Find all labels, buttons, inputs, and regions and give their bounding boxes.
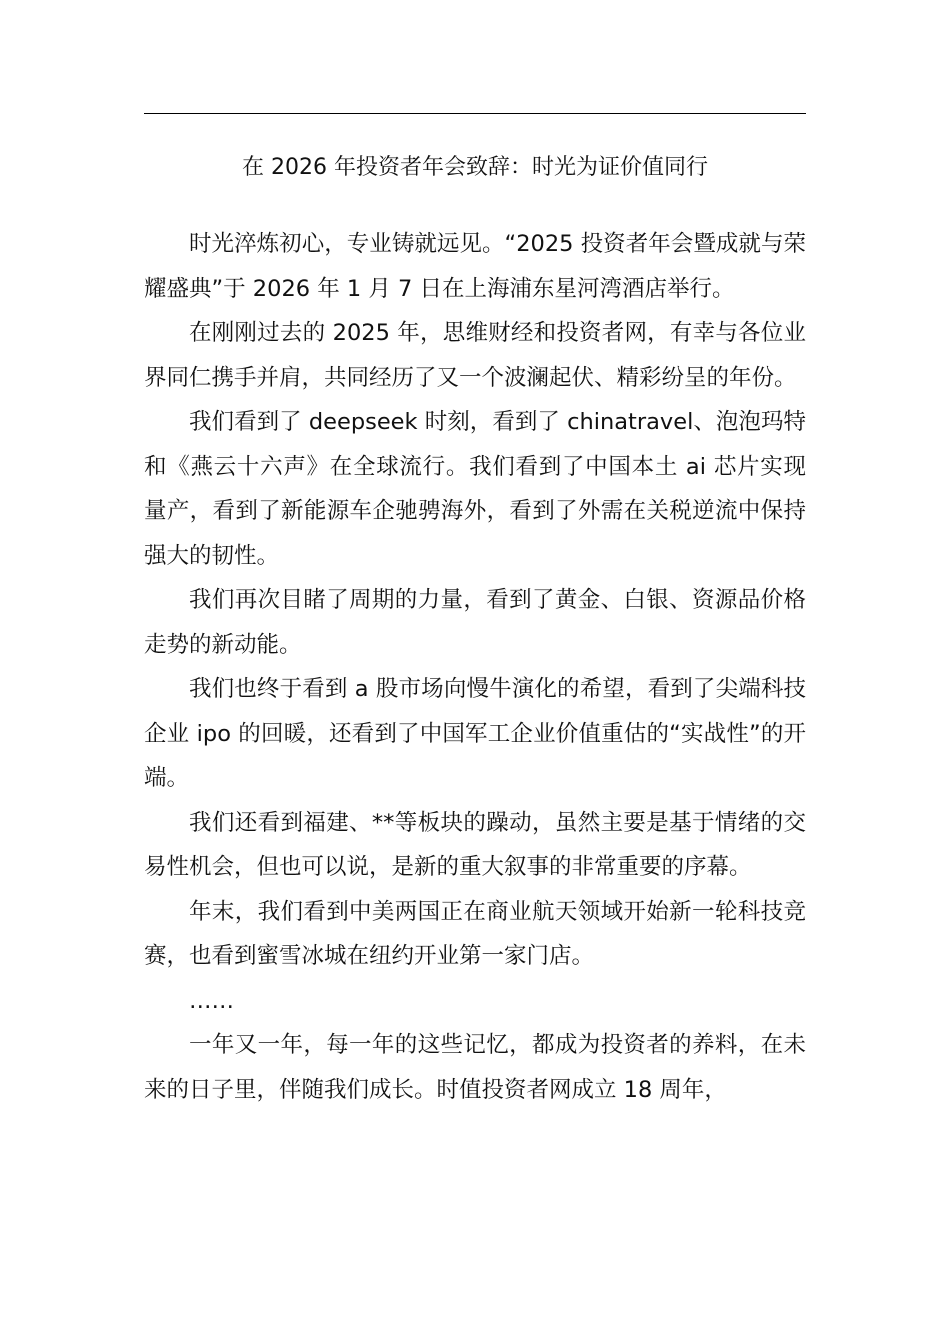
paragraph-8: ……: [189, 987, 234, 1014]
paragraph-1: 时光淬炼初心，专业铸就远见。“2025 投资者年会暨成就与荣耀盛典”于 2026 年 1 月 7 日在上海浦东星河湾酒店举行。: [144, 231, 806, 302]
document-body: [144, 222, 806, 1112]
paragraph-5: 我们也终于看到 a 股市场向慢牛演化的希望，看到了尖端科技企业 ipo 的回暖，还看到了中国军工企业价值重估的“实战性”的开端。: [144, 676, 806, 791]
paragraph-7: 年末，我们看到中美两国正在商业航天领域开始新一轮科技竞赛，也看到蜜雪冰城在纽约开业第一家门店。: [144, 898, 806, 969]
paragraph-2: 在刚刚过去的 2025 年，思维财经和投资者网，有幸与各位业界同仁携手并肩，共同经历了又一个波澜起伏、精彩纷呈的年份。: [144, 320, 806, 391]
paragraph-3: 我们看到了 deepseek 时刻，看到了 chinatravel、泡泡玛特和《燕云十六声》在全球流行。我们看到了中国本土 ai 芯片实现量产，看到了新能源车企驰骋海外，看到了外需在关税逆流中保持强大的韧性。: [144, 409, 806, 569]
document-title: 在 2026 年投资者年会致辞：时光为证价值同行: [242, 155, 708, 180]
header-rule: [144, 113, 806, 114]
paragraph-9: 一年又一年，每一年的这些记忆，都成为投资者的养料，在未来的日子里，伴随我们成长。时值投资者网成立 18 周年，: [144, 1032, 806, 1103]
paragraph-6: 我们还看到福建、**等板块的躁动，虽然主要是基于情绪的交易性机会，但也可以说，是新的重大叙事的非常重要的序幕。: [144, 809, 806, 880]
paragraph-4: 我们再次目睹了周期的力量，看到了黄金、白银、资源品价格走势的新动能。: [144, 587, 806, 658]
